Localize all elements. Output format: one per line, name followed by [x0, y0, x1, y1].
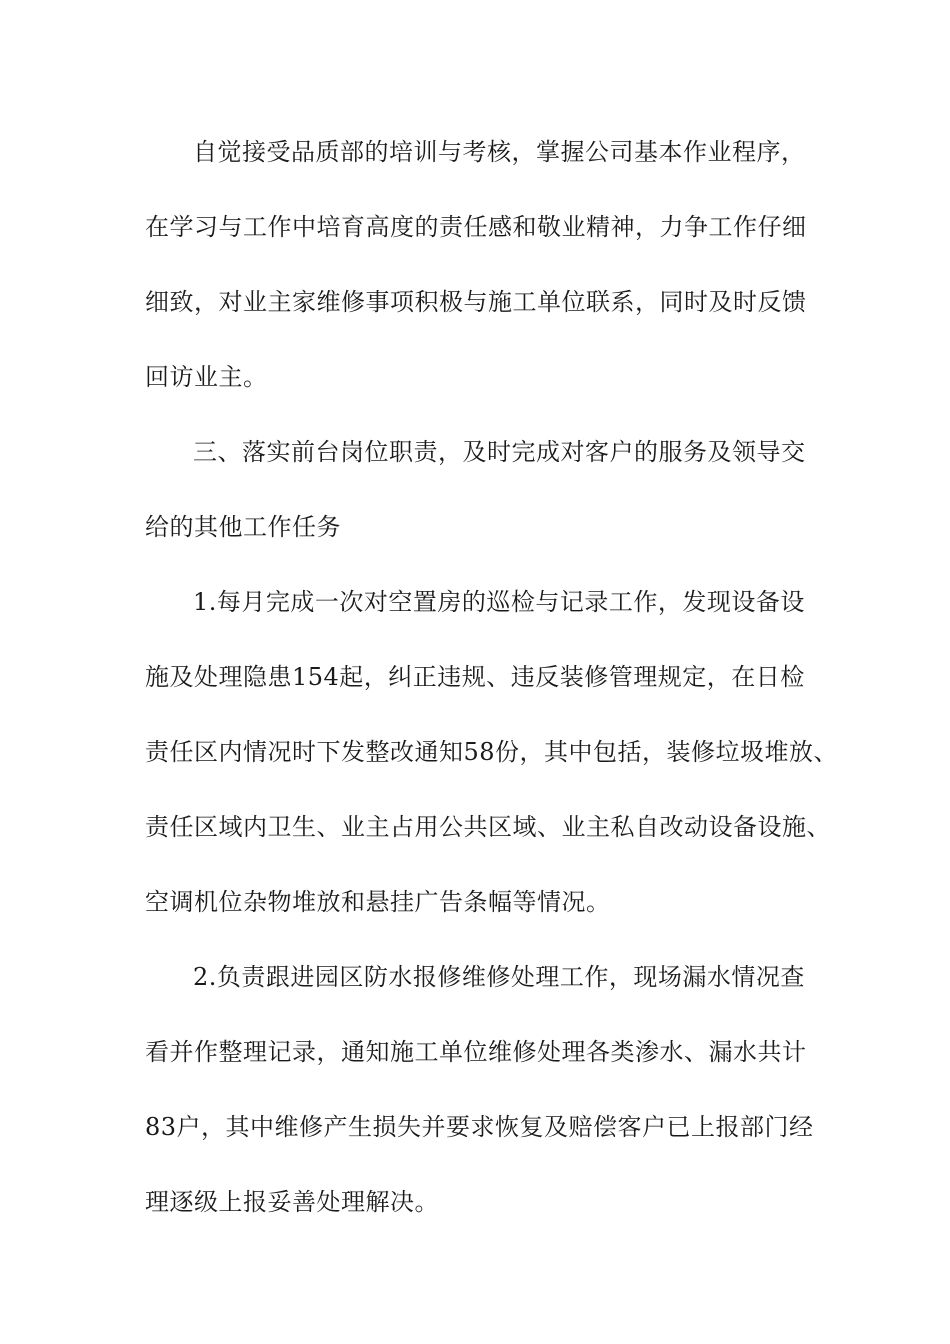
section-heading-line: 给的其他工作任务: [145, 513, 341, 541]
paragraph-line: 回访业主。: [145, 363, 268, 391]
document-body: [145, 131, 839, 1256]
list-item-line: 看并作整理记录，通知施工单位维修处理各类渗水、漏水共计: [145, 1038, 807, 1066]
section-heading-line: 三、落实前台岗位职责，及时完成对客户的服务及领导交: [193, 438, 806, 466]
list-item-line: 空调机位杂物堆放和悬挂广告条幅等情况。: [145, 888, 611, 916]
list-item-line: 责任区域内卫生、业主占用公共区域、业主私自改动设备设施、: [145, 813, 831, 841]
list-item-line: 2.负责跟进园区防水报修维修处理工作，现场漏水情况查: [193, 963, 805, 991]
list-item-line: 责任区内情况时下发整改通知58份，其中包括，装修垃圾堆放、: [145, 738, 839, 766]
paragraph-line: 在学习与工作中培育高度的责任感和敬业精神，力争工作仔细: [145, 213, 807, 241]
list-item-line: 83户，其中维修产生损失并要求恢复及赔偿客户已上报部门经: [145, 1113, 814, 1141]
list-item-line: 理逐级上报妥善处理解决。: [145, 1188, 439, 1216]
list-item-line: 1.每月完成一次对空置房的巡检与记录工作，发现设备设: [193, 588, 805, 616]
paragraph-line: 细致，对业主家维修事项积极与施工单位联系，同时及时反馈: [145, 288, 807, 316]
paragraph-line: 自觉接受品质部的培训与考核，掌握公司基本作业程序，: [193, 138, 806, 166]
list-item-line: 施及处理隐患154起，纠正违规、违反装修管理规定，在日检: [145, 663, 805, 691]
